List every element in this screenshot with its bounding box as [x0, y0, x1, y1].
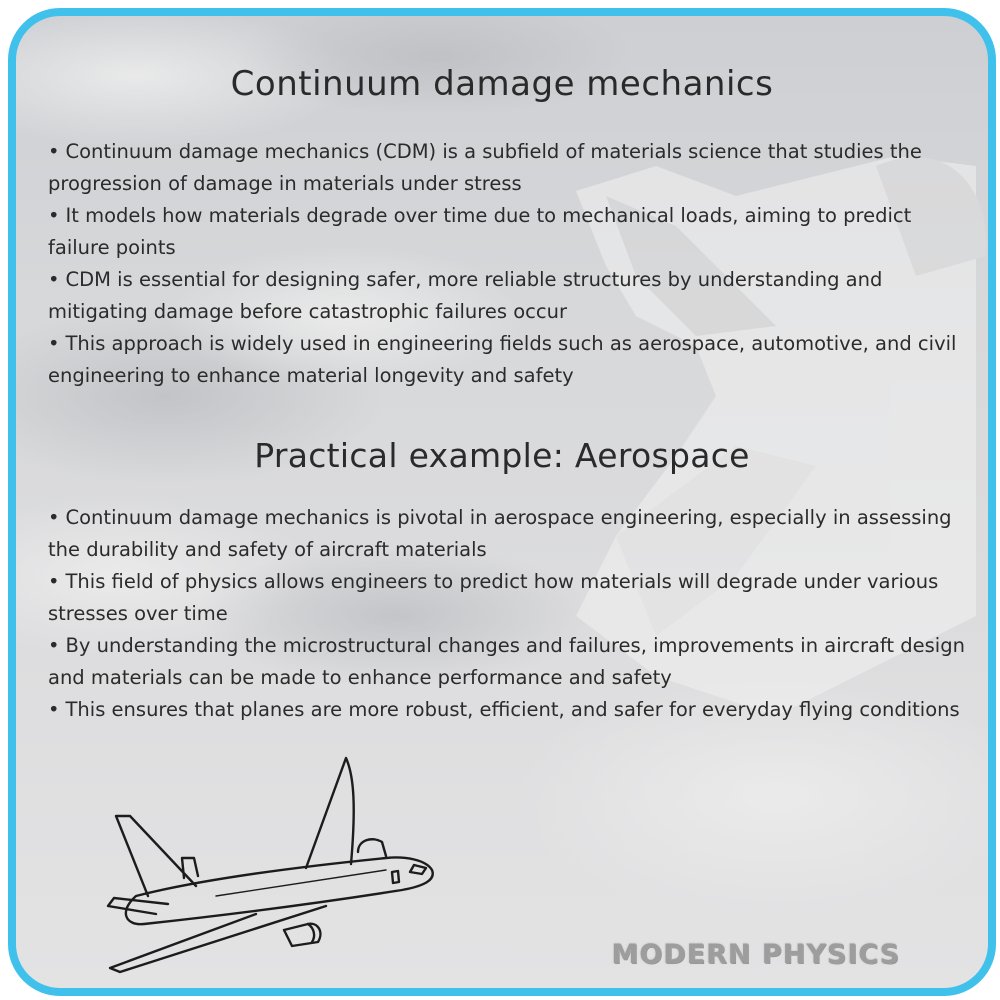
- bullet-text: This field of physics allows engineers to predict how materials will degrade under various stresses over time: [48, 570, 939, 625]
- list-item: • It models how materials degrade over time due to mechanical loads, aiming to predict failure points: [48, 204, 912, 259]
- section-title: Practical example: Aerospace: [254, 436, 750, 475]
- list-item: • Continuum damage mechanics (CDM) is a subfield of materials science that studies the progression of damage in materials under stress: [48, 140, 922, 195]
- brand-logo: MODERN PHYSICS: [611, 939, 900, 970]
- definition-list: [48, 136, 968, 392]
- list-item: • This field of physics allows engineers to predict how materials will degrade under various stresses over time: [48, 570, 939, 625]
- list-item: • CDM is essential for designing safer, more reliable structures by understanding and mitigating damage before catastrophic failures occur: [48, 268, 883, 323]
- main-title: Continuum damage mechanics: [230, 64, 774, 104]
- example-list: [48, 502, 968, 726]
- list-item: • This ensures that planes are more robust, efficient, and safer for everyday flying conditions: [48, 698, 960, 721]
- bullet-text: It models how materials degrade over time due to mechanical loads, aiming to predict failure points: [48, 204, 912, 259]
- bullet-text: This ensures that planes are more robust, efficient, and safer for everyday flying conditions: [65, 698, 960, 721]
- list-item: • Continuum damage mechanics is pivotal in aerospace engineering, especially in assessing the durability and safety of aircraft materials: [48, 506, 952, 561]
- bullet-text: CDM is essential for designing safer, more reliable structures by understanding and mitigating damage before catastrophic failures occur: [48, 268, 883, 323]
- bullet-text: This approach is widely used in engineering fields such as aerospace, automotive, and civil engineering to enhance material longevity and safety: [48, 332, 957, 387]
- bullet-text: By understanding the microstructural changes and failures, improvements in aircraft design and materials can be made to enhance performance and safety: [48, 634, 965, 689]
- infographic-card: [8, 8, 996, 996]
- content-area: [16, 16, 988, 988]
- list-item: • This approach is widely used in engineering fields such as aerospace, automotive, and civil engineering to enhance material longevity and safety: [48, 332, 957, 387]
- bullet-text: Continuum damage mechanics is pivotal in aerospace engineering, especially in assessing the durability and safety of aircraft materials: [48, 506, 952, 561]
- bullet-text: Continuum damage mechanics (CDM) is a subfield of materials science that studies the progression of damage in materials under stress: [48, 140, 922, 195]
- list-item: • By understanding the microstructural changes and failures, improvements in aircraft design and materials can be made to enhance performance and safety: [48, 634, 965, 689]
- airplane-line-drawing-icon: [96, 746, 456, 986]
